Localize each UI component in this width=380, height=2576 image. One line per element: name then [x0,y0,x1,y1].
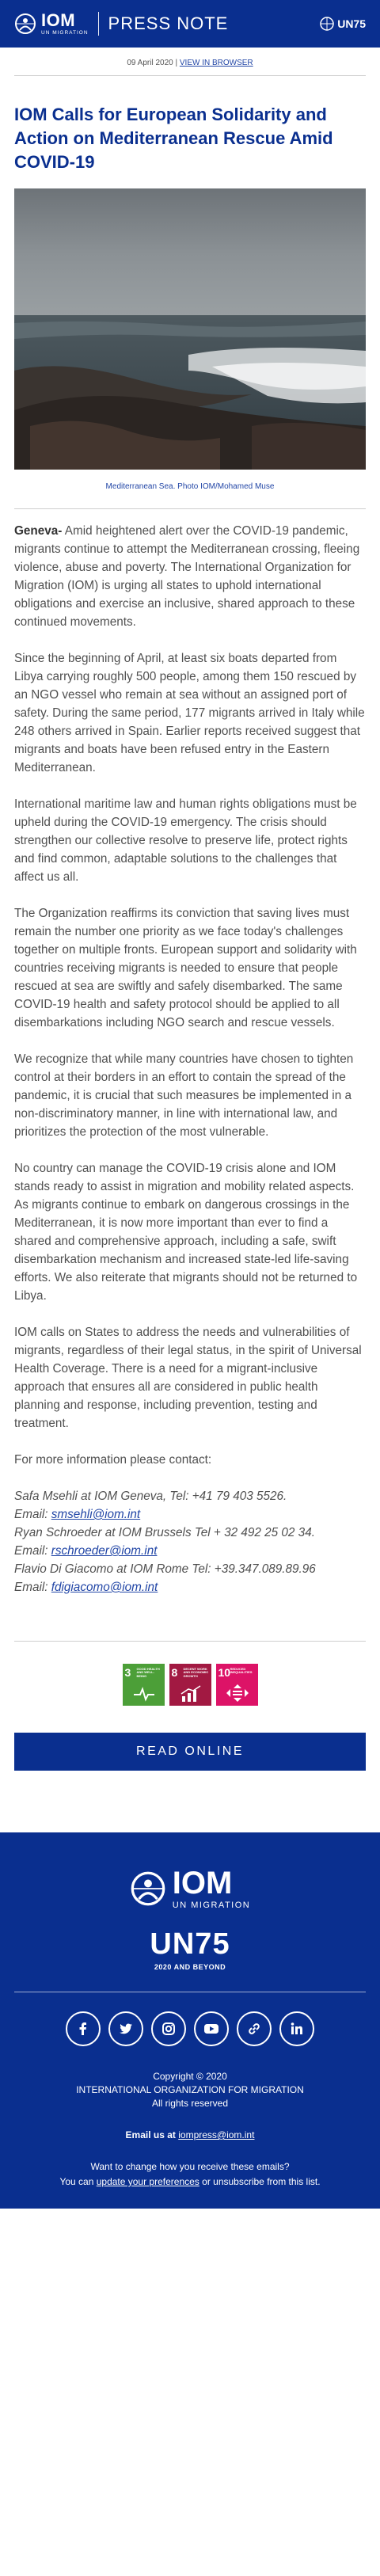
contact-email-line: Email: rschroeder@iom.int [14,1544,158,1558]
un75-main-text: UN75 [150,1927,230,1961]
contact-email-link[interactable]: fdigiacomo@iom.int [51,1581,158,1594]
contact-line: Ryan Schroeder at IOM Brussels Tel + 32 492 25 02 34. [14,1526,315,1539]
image-caption: Mediterranean Sea. Photo IOM/Mohamed Muse [105,482,275,491]
contact-line: Flavio Di Giacomo at IOM Rome Tel: +39.347.089.89.96 [14,1562,316,1576]
update-preferences-link[interactable]: update your preferences [96,2176,200,2187]
dateline [0,48,380,75]
twitter-icon[interactable] [108,2011,143,2046]
contact-email-line: Email: fdigiacomo@iom.int [14,1581,158,1594]
logo-text: IOM [41,10,76,30]
organization-name: INTERNATIONAL ORGANIZATION FOR MIGRATION [76,2084,304,2095]
header-bar [0,0,380,48]
paragraph-5: We recognize that while many countries have chosen to tighten control at their borders in an effort to contain the spread of the pandemic, it is crucial that such measures be implemented in a non-discriminatory manner, in line with international law, and prioritizes the protection of the most vulnerable. [14,1052,354,1139]
social-links [0,2011,380,2046]
footer-iom-logo[interactable] [0,1867,380,1910]
rights-text: All rights reserved [151,2098,229,2109]
article-title: IOM Calls for European Solidarity and Action on Mediterranean Rescue Amid COVID-19 [14,105,333,172]
iom-globe-icon [130,1870,166,1907]
link-icon[interactable] [237,2011,272,2046]
paragraph-2: Since the beginning of April, at least six boats departed from Libya carrying roughly 500 people, among them 150 rescued by an NGO vessel who remain at sea without an assigned port of safety. During the same period, 177 migrants arrived in Italy while 248 others arrived in Spain. Earlier reports received suggest that migrants and boats have been refused entry in the Eastern Mediterranean. [14,652,365,774]
facebook-icon[interactable] [66,2011,101,2046]
footer-logo-text: IOM [172,1866,233,1901]
view-in-browser-link[interactable]: VIEW IN BROWSER [179,59,253,67]
footer-logo-subtext: UN MIGRATION [172,1901,251,1910]
equality-icon [226,1684,249,1703]
sdg-8-tile[interactable] [169,1664,211,1706]
sdg-number: 3 [124,1666,131,1679]
sdg-3-tile[interactable] [123,1664,165,1706]
paragraph-1: Geneva- Amid heightened alert over the COVID-19 pandemic, migrants continue to attempt the Mediterranean crossing, fleeing violence, abuse and poverty. The International Organization for Migration (IOM) is urging all states to uphold international obligations and exercise an inclusive, shared approach to these continued movements. [14,524,360,629]
footer-email [0,2129,380,2140]
logo-subtext: UN MIGRATION [41,29,89,36]
contact-email-link[interactable]: smsehli@iom.int [51,1508,141,1521]
footer-un75-logo [0,1927,380,1971]
change-question: Want to change how you receive these emails? [90,2161,290,2172]
footer-copyright [0,2070,380,2110]
contact-line: Safa Msehli at IOM Geneva, Tel: +41 79 403 5526. [14,1490,287,1503]
more-info-heading: For more information please contact: [14,1453,212,1467]
sdg-label: GOOD HEALTH AND WELL-BEING [136,1667,160,1678]
un75-subtext: 2020 AND BEYOND [154,1963,226,1971]
lead-location: Geneva- [14,524,63,538]
issue-date: 09 April 2020 [127,59,173,67]
contact-email-link[interactable]: rschroeder@iom.int [51,1544,158,1558]
sdg-number: 8 [171,1666,178,1679]
growth-icon [179,1685,203,1703]
sdg-label: DECENT WORK AND ECONOMIC GROWTH [183,1667,209,1678]
paragraph-4: The Organization reaffirms its conviction that saving lives must remain the number one priority as we face today's challenges together on multiple fronts. European support and solidarity with countries receiving migrants is needed to ensure that people rescued at sea are swiftly and safely disembarked. The same COVID-19 health and safety protocol should be applied to all disembarkations including NGO search and rescue vessels. [14,907,357,1029]
iom-logo[interactable] [14,12,89,36]
footer-email-link[interactable]: iompress@iom.int [178,2129,255,2140]
un75-text: UN75 [337,17,366,30]
copyright-text: Copyright © 2020 [153,2071,227,2082]
instagram-icon[interactable] [151,2011,186,2046]
sdg-label: REDUCED INEQUALITIES [230,1667,253,1675]
sdg-10-tile[interactable] [216,1664,258,1706]
paragraph-6: No country can manage the COVID-19 crisis alone and IOM stands ready to assist in migration and mobility related aspects. As migrants continue to embark on dangerous crossings in the Mediterranean, it is now more important than ever to find a shared and comprehensive approach, including a safe, swift disembarkation mechanism and increased state-led life-saving efforts. We also reiterate that migrants should not be returned to Libya. [14,1162,358,1303]
un75-logo [319,16,366,32]
read-online-button[interactable]: READ ONLINE [14,1733,366,1771]
footer-email-label: Email us at [125,2129,179,2140]
contact-email-line: Email: smsehli@iom.int [14,1508,141,1521]
dateline-separator: | [173,59,180,67]
linkedin-icon[interactable] [279,2011,314,2046]
youtube-icon[interactable] [194,2011,229,2046]
heartbeat-icon [132,1685,156,1703]
hero-image [14,188,366,470]
header-divider [98,12,99,36]
contact-list [14,1487,366,1596]
footer-preferences [0,2159,380,2190]
iom-globe-icon [14,13,36,35]
preferences-line: You can update your preferences or unsubscribe from this list. [59,2176,321,2187]
article-body [14,508,366,1596]
paragraph-7: IOM calls on States to address the needs and vulnerabilities of migrants, regardless of their legal status, in the spirit of Universal Health Coverage. There is a need for a migrant-inclusive approach that ensures all are considered in public health planning and response, including prevention, testing and treatment. [14,1326,362,1430]
un-emblem-icon [319,16,335,32]
divider [14,75,366,76]
footer [0,1832,380,2209]
sdg-number: 10 [218,1666,231,1679]
paragraph-3: International maritime law and human rights obligations must be upheld during the COVID-19 emergency. The crisis should strengthen our collective resolve to preserve life, protect rights and find common, adaptable solutions to the challenges that affect us all. [14,797,357,884]
sdg-icons [0,1664,380,1706]
press-note-label: PRESS NOTE [108,13,229,33]
divider [14,1641,366,1642]
